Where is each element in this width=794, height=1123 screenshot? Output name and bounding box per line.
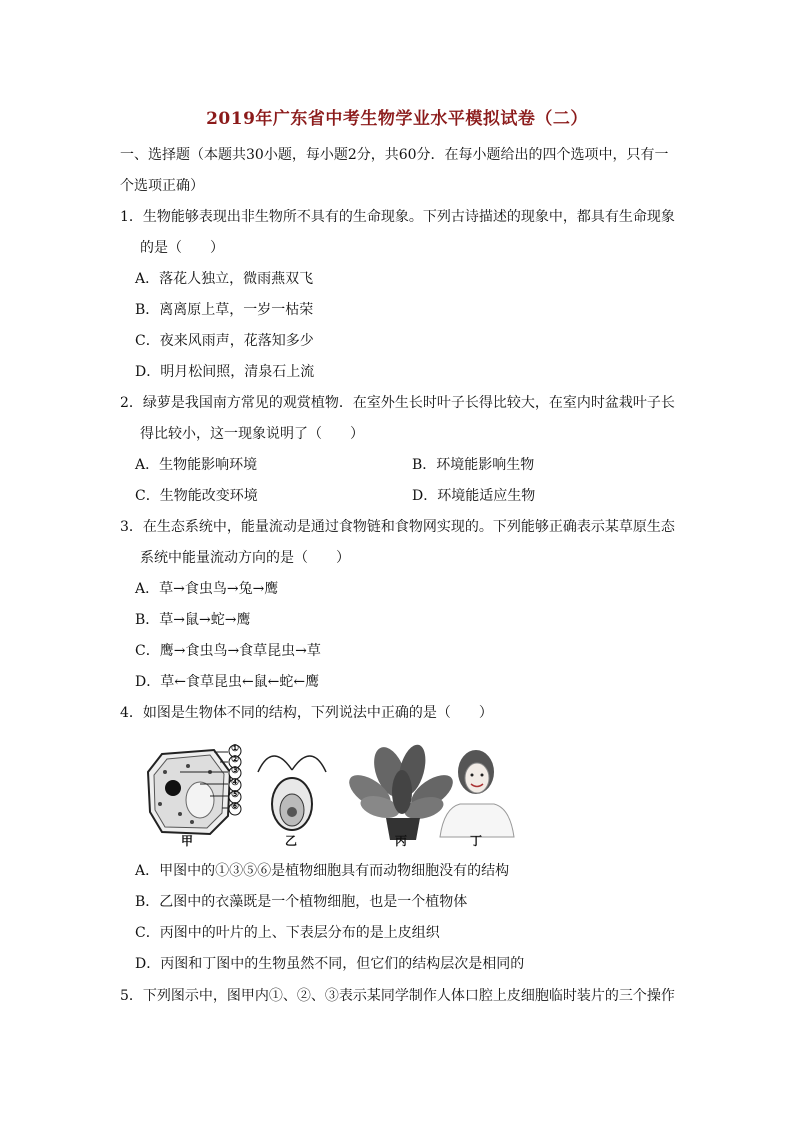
question-3-option-a: A．草→食虫鸟→兔→鹰 xyxy=(135,581,279,597)
question-2-stem: 2．绿萝是我国南方常见的观赏植物．在室外生长时叶子长得比较大，在室内时盆栽叶子长 xyxy=(120,395,675,411)
cell-label-1: ① xyxy=(231,744,240,754)
section-instructions-line1: 一、选择题（本题共30小题，每小题2分，共60分．在每小题给出的四个选项中，只有一 xyxy=(120,147,669,163)
question-2-option-c: C．生物能改变环境 xyxy=(135,488,258,504)
question-1-stem: 1．生物能够表现出非生物所不具有的生命现象。下列古诗描述的现象中，都具有生命现象 xyxy=(120,209,675,225)
plant-cell-diagram xyxy=(148,745,241,834)
question-4-option-c: C．丙图中的叶片的上、下表层分布的是上皮组织 xyxy=(135,925,440,941)
figure-label-ding: 丁 xyxy=(470,834,483,848)
cell-label-6: ⑥ xyxy=(231,802,240,812)
cell-label-3: ③ xyxy=(231,766,240,776)
question-2-stem-cont: 得比较小，这一现象说明了（ ） xyxy=(140,426,364,442)
chlamydomonas-diagram xyxy=(258,756,326,830)
question-4-figure xyxy=(140,742,520,852)
person-picture xyxy=(440,750,514,837)
question-1-option-d: D．明月松间照，清泉石上流 xyxy=(135,364,315,380)
cell-label-5: ⑤ xyxy=(231,790,240,800)
figure-label-jia: 甲 xyxy=(181,834,194,848)
question-4-option-b: B．乙图中的衣藻既是一个植物细胞，也是一个植物体 xyxy=(135,894,468,910)
question-5-stem: 5．下列图示中，图甲内①、②、③表示某同学制作人体口腔上皮细胞临时装片的三个操作 xyxy=(120,988,675,1004)
question-1-option-a: A．落花人独立，微雨燕双飞 xyxy=(135,271,314,287)
question-3-stem-cont: 系统中能量流动方向的是（ ） xyxy=(140,550,350,566)
question-3-option-d: D．草←食草昆虫←鼠←蛇←鹰 xyxy=(135,674,320,690)
question-4-stem: 4．如图是生物体不同的结构，下列说法中正确的是（ ） xyxy=(120,705,493,721)
question-3-option-b: B．草→鼠→蛇→鹰 xyxy=(135,612,251,628)
question-1-option-b: B．离离原上草，一岁一枯荣 xyxy=(135,302,314,318)
cell-label-2: ② xyxy=(231,755,240,765)
question-3-stem: 3．在生态系统中，能量流动是通过食物链和食物网实现的。下列能够正确表示某草原生态 xyxy=(120,519,675,535)
section-instructions-line2: 个选项正确） xyxy=(120,178,204,194)
exam-title: 2019年广东省中考生物学业水平模拟试卷（二） xyxy=(206,109,588,129)
figure-label-bing: 丙 xyxy=(395,834,408,848)
figure-label-yi: 乙 xyxy=(285,834,298,848)
question-1-option-c: C．夜来风雨声，花落知多少 xyxy=(135,333,314,349)
question-4-option-a: A．甲图中的①③⑤⑥是植物细胞具有而动物细胞没有的结构 xyxy=(135,863,510,879)
question-2-option-b: B．环境能影响生物 xyxy=(412,457,535,473)
question-1-stem-cont: 的是（ ） xyxy=(140,240,224,256)
question-3-option-c: C．鹰→食虫鸟→食草昆虫→草 xyxy=(135,643,321,659)
question-2-option-a: A．生物能影响环境 xyxy=(135,457,258,473)
question-4-option-d: D．丙图和丁图中的生物虽然不同，但它们的结构层次是相同的 xyxy=(135,956,525,972)
question-2-option-d: D．环境能适应生物 xyxy=(412,488,536,504)
cell-label-4: ④ xyxy=(231,778,240,788)
biology-structures-illustration xyxy=(140,742,520,852)
potted-plant-picture xyxy=(343,742,458,840)
